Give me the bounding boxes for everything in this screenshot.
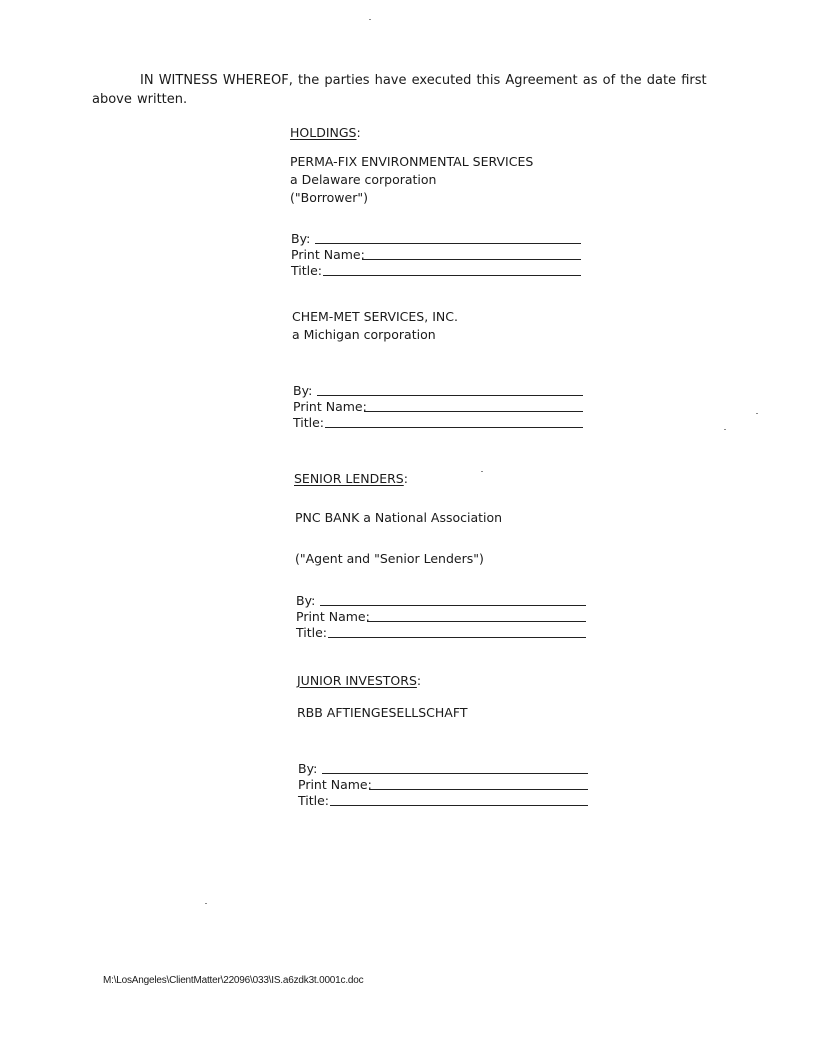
party-chem-met (292, 308, 458, 344)
party-description: a Delaware corporation (290, 172, 437, 187)
junior-investors-section (297, 672, 421, 690)
junior-investors-heading: JUNIOR INVESTORS (297, 673, 417, 688)
holdings-heading: HOLDINGS (290, 125, 357, 140)
print-name-label: Print Name: (298, 777, 372, 792)
party-perma-fix (290, 153, 533, 207)
by-label: By: (298, 761, 318, 776)
by-label: By: (293, 383, 313, 398)
scan-speck (369, 19, 371, 20)
signature-block-chem-met (293, 383, 583, 431)
by-signature-line[interactable] (317, 395, 583, 396)
print-name-label: Print Name: (291, 247, 365, 262)
party-name: PERMA-FIX ENVIRONMENTAL SERVICES (290, 154, 534, 169)
title-label: Title: (296, 625, 327, 640)
print-name-line[interactable] (369, 789, 588, 790)
document-file-path: M:\LosAngeles\ClientMatter\22096\033\IS.a6zdk3t.0001c.doc (103, 975, 364, 986)
junior-investors-colon: : (416, 673, 422, 688)
senior-lenders-colon: : (403, 471, 408, 486)
title-line[interactable] (325, 427, 583, 428)
print-name-line[interactable] (362, 259, 581, 260)
scan-speck (205, 903, 207, 904)
party-rbb (297, 704, 467, 722)
party-role: ("Borrower") (290, 190, 368, 205)
party-pnc-bank (295, 509, 502, 527)
title-line[interactable] (330, 805, 588, 806)
by-label: By: (291, 231, 311, 246)
senior-lenders-heading: SENIOR LENDERS (294, 471, 404, 486)
signature-block-rbb (298, 761, 588, 809)
print-name-line[interactable] (367, 621, 586, 622)
by-label: By: (296, 593, 316, 608)
senior-lenders-section (294, 470, 408, 488)
title-label: Title: (293, 415, 324, 430)
party-pnc-role (295, 550, 484, 568)
scan-speck (724, 429, 726, 430)
print-name-line[interactable] (364, 411, 583, 412)
title-line[interactable] (323, 275, 581, 276)
by-signature-line[interactable] (322, 773, 588, 774)
holdings-colon: : (356, 125, 361, 140)
title-label: Title: (298, 793, 329, 808)
party-description: a Michigan corporation (292, 327, 436, 342)
title-label: Title: (291, 263, 322, 278)
by-signature-line[interactable] (320, 605, 586, 606)
print-name-label: Print Name: (296, 609, 370, 624)
witness-paragraph: IN WITNESS WHEREOF, the parties have executed this Agreement as of the date first above written. (92, 73, 707, 107)
signature-block-perma-fix (291, 231, 581, 279)
print-name-label: Print Name: (293, 399, 367, 414)
scan-speck (756, 413, 758, 414)
holdings-section (290, 124, 361, 142)
party-name: PNC BANK a National Association (295, 510, 503, 525)
by-signature-line[interactable] (315, 243, 581, 244)
title-line[interactable] (328, 637, 586, 638)
party-role: ("Agent and "Senior Lenders") (295, 551, 484, 566)
scan-speck (481, 471, 483, 472)
party-name: CHEM-MET SERVICES, INC. (292, 309, 458, 324)
party-name: RBB AFTIENGESELLSCHAFT (297, 705, 468, 720)
signature-block-pnc (296, 593, 586, 641)
